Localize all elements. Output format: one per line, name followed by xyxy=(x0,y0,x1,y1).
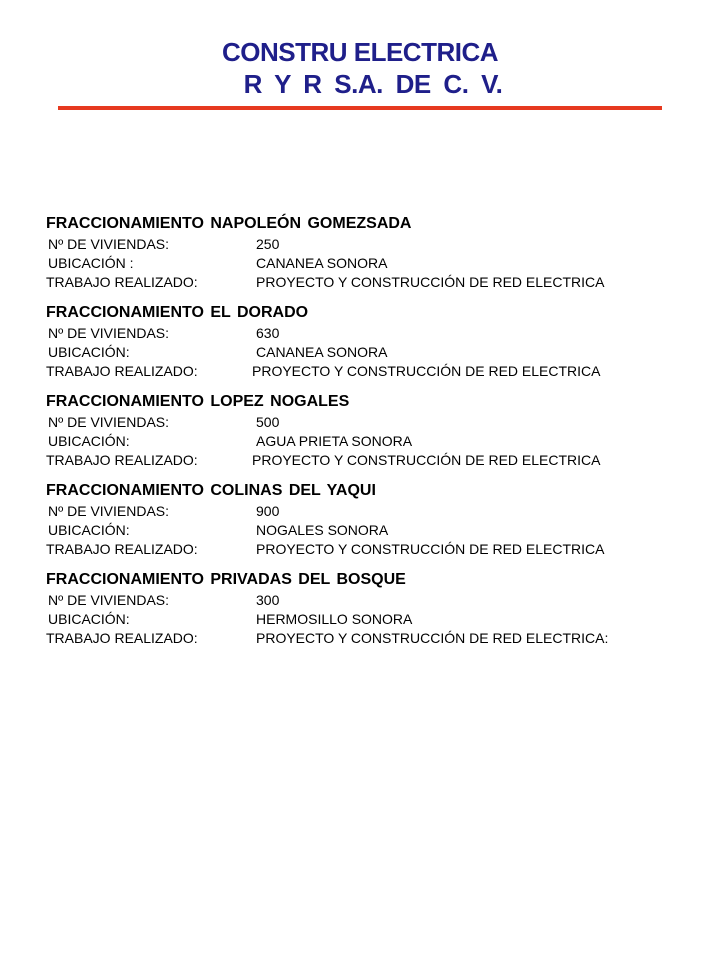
ubicacion-row xyxy=(46,521,686,540)
trabajo-value: PROYECTO Y CONSTRUCCIÓN DE RED ELECTRICA xyxy=(256,274,605,290)
viviendas-row xyxy=(46,235,686,254)
ubicacion-value: AGUA PRIETA SONORA xyxy=(256,433,413,449)
ubicacion-value: CANANEA SONORA xyxy=(256,255,388,271)
viviendas-label: Nº DE VIVIENDAS: xyxy=(48,236,170,252)
trabajo-label: TRABAJO REALIZADO: xyxy=(46,363,198,379)
viviendas-row xyxy=(46,502,686,521)
ubicacion-row xyxy=(46,254,686,273)
viviendas-value: 630 xyxy=(256,325,280,341)
viviendas-row xyxy=(46,413,686,432)
ubicacion-value: NOGALES SONORA xyxy=(256,522,389,538)
trabajo-row xyxy=(46,273,686,292)
trabajo-value: PROYECTO Y CONSTRUCCIÓN DE RED ELECTRICA xyxy=(252,363,601,379)
project-privadas-del-bosque xyxy=(46,569,686,648)
ubicacion-row xyxy=(46,432,686,451)
company-name-line1: CONSTRU ELECTRICA xyxy=(221,37,499,67)
ubicacion-label: UBICACIÓN: xyxy=(48,522,130,538)
trabajo-label: TRABAJO REALIZADO: xyxy=(46,274,198,290)
trabajo-label: TRABAJO REALIZADO: xyxy=(46,630,198,646)
project-list xyxy=(46,213,686,658)
viviendas-label: Nº DE VIVIENDAS: xyxy=(48,503,170,519)
project-title: FRACCIONAMIENTO COLINAS DEL YAQUI xyxy=(46,482,376,499)
project-title: FRACCIONAMIENTO LOPEZ NOGALES xyxy=(46,393,350,410)
ubicacion-value: CANANEA SONORA xyxy=(256,344,388,360)
trabajo-row xyxy=(46,540,686,559)
project-title: FRACCIONAMIENTO EL DORADO xyxy=(46,304,309,321)
company-header xyxy=(0,36,720,100)
ubicacion-label: UBICACIÓN : xyxy=(48,255,134,271)
viviendas-value: 900 xyxy=(256,503,280,519)
trabajo-row xyxy=(46,362,686,381)
trabajo-value: PROYECTO Y CONSTRUCCIÓN DE RED ELECTRICA xyxy=(256,541,605,557)
project-colinas-del-yaqui xyxy=(46,480,686,559)
trabajo-value: PROYECTO Y CONSTRUCCIÓN DE RED ELECTRICA xyxy=(252,452,601,468)
trabajo-label: TRABAJO REALIZADO: xyxy=(46,541,198,557)
viviendas-value: 250 xyxy=(256,236,280,252)
viviendas-row xyxy=(46,324,686,343)
viviendas-row xyxy=(46,591,686,610)
ubicacion-row xyxy=(46,343,686,362)
ubicacion-value: HERMOSILLO SONORA xyxy=(256,611,413,627)
trabajo-row xyxy=(46,451,686,470)
project-lopez-nogales xyxy=(46,391,686,470)
ubicacion-label: UBICACIÓN: xyxy=(48,433,130,449)
viviendas-label: Nº DE VIVIENDAS: xyxy=(48,592,170,608)
header-divider xyxy=(58,106,662,110)
viviendas-value: 500 xyxy=(256,414,280,430)
project-napoleon-gomezsada xyxy=(46,213,686,292)
trabajo-value: PROYECTO Y CONSTRUCCIÓN DE RED ELECTRICA: xyxy=(256,630,609,646)
company-name-line2: R Y R S.A. DE C. V. xyxy=(243,69,503,99)
project-title: FRACCIONAMIENTO NAPOLEÓN GOMEZSADA xyxy=(46,215,412,232)
viviendas-label: Nº DE VIVIENDAS: xyxy=(48,325,170,341)
viviendas-value: 300 xyxy=(256,592,280,608)
ubicacion-label: UBICACIÓN: xyxy=(48,611,130,627)
viviendas-label: Nº DE VIVIENDAS: xyxy=(48,414,170,430)
project-el-dorado xyxy=(46,302,686,381)
ubicacion-row xyxy=(46,610,686,629)
trabajo-label: TRABAJO REALIZADO: xyxy=(46,452,198,468)
ubicacion-label: UBICACIÓN: xyxy=(48,344,130,360)
project-title: FRACCIONAMIENTO PRIVADAS DEL BOSQUE xyxy=(46,571,406,588)
trabajo-row xyxy=(46,629,686,648)
